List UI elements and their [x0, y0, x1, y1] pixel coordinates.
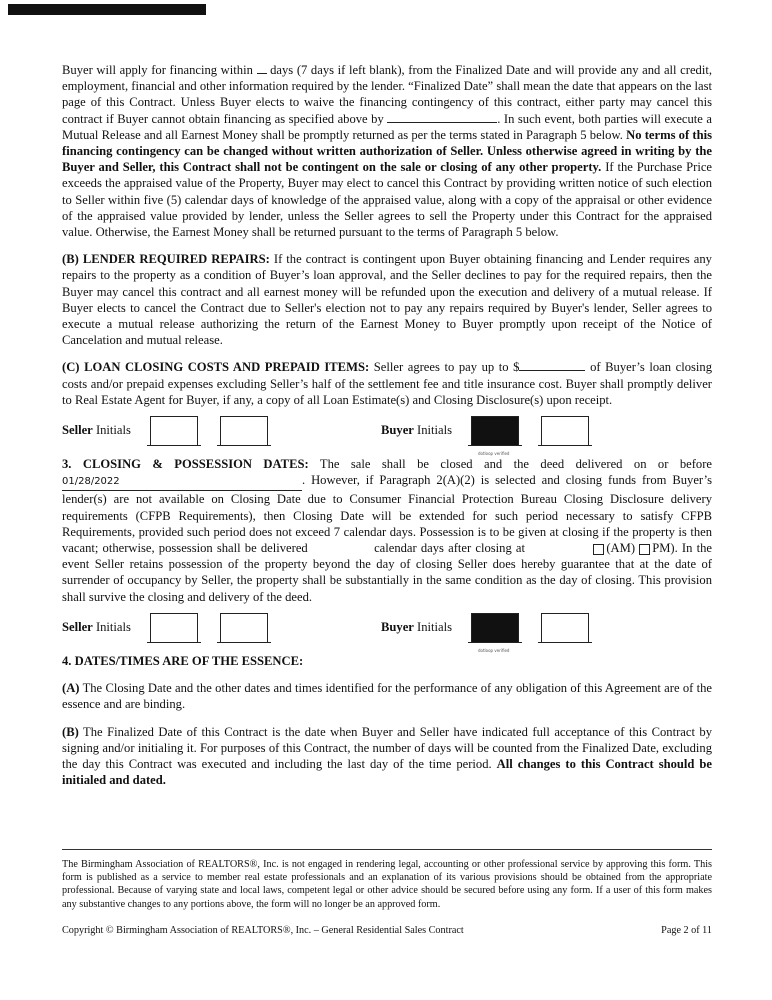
- financing-bold-text: No terms of this financing contingency can be changed without written authorization of Seller. Unless otherwise agreed in writing by the Buyer and Seller, this Contract shall not be contingent on the sale or closing of any other property.: [62, 127, 712, 175]
- seller-initials-box-2[interactable]: [220, 416, 268, 446]
- footer-disclaimer: The Birmingham Association of REALTORS®, Inc. is not engaged in rendering legal, accounting or other professional service by approving this form. This form is published as a service to member real estate professionals and an explanation of its various provisions should be obtained from the appropriate professional. Because of varying state and local laws, competent legal or other advice should be secured before using any form. If a user of this form makes any substantive changes to any portions above, the form will no longer be an approved form.: [62, 859, 712, 910]
- seller-initials-box-1[interactable]: [150, 613, 198, 643]
- buyer-initials-label: Buyer Initials: [381, 619, 453, 634]
- loan-costs-amount-field[interactable]: [519, 370, 585, 371]
- initials-row-2: [62, 613, 712, 653]
- copyright-text: Copyright © Birmingham Association of REALTORS®, Inc. – General Residential Sales Contract: [62, 925, 464, 936]
- closing-paragraph: [62, 456, 712, 605]
- financing-text: If the Purchase Price exceeds the appraised value of the Property, Buyer may elect to cancel this Contract by providing written notice of such election to Seller within five (5) calendar days of knowledge of the appraised value, along with a copy of the appraisal or other evidence of the appraised value provided by lender, unless the Seller agrees to sell the Property under this Contract for the appraised value. Otherwise, the Earnest Money shall be returned pursuant to the terms of Paragraph 5 below.: [62, 160, 712, 240]
- initials-row-1: [62, 416, 712, 457]
- dates-essence-b-label: (B): [62, 724, 79, 739]
- closing-heading: 3. CLOSING & POSSESSION DATES:: [62, 457, 309, 472]
- footer-divider: [62, 849, 712, 850]
- seller-initials-label: Seller Initials: [62, 619, 131, 634]
- closing-text: calendar days after closing at: [374, 541, 525, 556]
- dates-essence-a: [62, 680, 712, 712]
- financing-deadline-field[interactable]: [387, 122, 497, 123]
- loan-costs-text: Seller agrees to pay up to $: [373, 360, 520, 375]
- closing-text: . However, if Paragraph 2(A)(2) is selected and closing funds from Buyer’s lender(s) are not available on Closing Date due to Consumer Financial Protection Bureau Closing Disclosure delivery requirements (CFPB Requirements), then Closing Date will be extended for such period necessary to satisfy CFPB Requirements, provided such period does not exceed 7 calendar days. Possession is to be given at closing if the property is then vacant; otherwise, possession shall be delivered: [62, 473, 712, 556]
- pm-checkbox[interactable]: [639, 544, 650, 555]
- dates-essence-a-label: (A): [62, 681, 80, 696]
- lender-repairs-body: If the contract is contingent upon Buyer obtaining financing and Lender requires any repairs to the property as a condition of Buyer’s loan approval, and the Seller declines to pay for the required repairs, then the Buyer may cancel this contract and all earnest money will be refunded upon the execution and delivery of a mutual release. If Buyer elects to cancel the Contract due to Seller's election not to pay any repairs required by Buyer's lender, Seller agrees to execute a mutual release authorizing the return of the Earnest Money to Buyer promptly upon receipt of the Notice of Cancelation and mutual release.: [62, 252, 712, 348]
- closing-text: The sale shall be closed and the deed delivered on or before: [319, 457, 712, 472]
- page-number: Page 2 of 11: [661, 925, 712, 936]
- dates-essence-a-body: The Closing Date and the other dates and times identified for the performance of any obligation of this Agreement are of the essence and are binding.: [62, 681, 713, 712]
- loan-costs-text: of Buyer’s loan closing costs and/or prepaid expenses excluding Seller’s half of the settlement fee and title insurance cost. Buyer shall promptly deliver to Real Estate Agent for Buyer, if any, a copy of all Loan Estimate(s) and Closing Disclosure(s) upon receipt.: [62, 360, 713, 407]
- dates-essence-heading: 4. DATES/TIMES ARE OF THE ESSENCE:: [62, 653, 304, 668]
- lender-repairs-heading: (B) LENDER REQUIRED REPAIRS:: [62, 252, 270, 267]
- dates-essence-b-bold: All changes to this Contract should be initialed and dated.: [62, 756, 712, 788]
- dates-essence-b-body: The Finalized Date of this Contract is the date when Buyer and Seller have indicated full acceptance of this Contract by signing and/or initialing it. For purposes of this Contract, the number of days will be counted from the Finalized Date, excluding the day this Contract was executed and including the last day of the time period.: [62, 724, 712, 771]
- buyer-initials-box-2[interactable]: [541, 416, 589, 446]
- seller-initials-box-1[interactable]: [150, 416, 198, 446]
- pm-label: PM).: [652, 541, 678, 556]
- financing-text: days (7 days if left blank), from the Finalized Date and will provide any and all credit, employment, financial and other information required by the lender. “Finalized Date” shall mean the date that appears on the last page of this Contract. Unless Buyer elects to waive the financing contingency of this contract, either party may cancel this contract if Buyer cannot obtain financing as specified above by: [62, 63, 712, 126]
- am-label: (AM): [606, 541, 636, 556]
- closing-text: In the event Seller retains possession of the property beyond the day of closing Seller does hereby guarantee that at the date of surrender of occupancy by Seller, the property shall be substantially in the same condition as the day of closing. This provision shall survive the closing and delivery of the deed.: [62, 541, 712, 604]
- buyer-initials-box-1[interactable]: [471, 416, 519, 446]
- footer-copyright-row: [62, 925, 712, 936]
- financing-text: . In such event, both parties will execute a Mutual Release and all Earnest Money shall be promptly returned as per the terms stated in Paragraph 5 below.: [62, 111, 712, 142]
- lender-repairs-paragraph: [62, 251, 712, 348]
- buyer-initials-box-2[interactable]: [541, 613, 589, 643]
- loan-costs-paragraph: [62, 359, 712, 408]
- dotloop-stamp: dotloop verified: [478, 451, 510, 457]
- seller-initials-label: Seller Initials: [62, 423, 131, 438]
- am-checkbox[interactable]: [593, 544, 604, 555]
- loan-costs-heading: (C) LOAN CLOSING COSTS AND PREPAID ITEMS:: [62, 360, 370, 375]
- buyer-initials-box-1[interactable]: [471, 613, 519, 643]
- financing-text: Buyer will apply for financing within: [62, 63, 253, 77]
- dotloop-stamp: dotloop verified: [478, 647, 510, 653]
- closing-date-field[interactable]: 01/28/2022: [62, 474, 302, 491]
- financing-paragraph: [62, 62, 712, 240]
- buyer-initials-label: Buyer Initials: [381, 423, 453, 438]
- contract-body: [62, 62, 712, 788]
- seller-initials-box-2[interactable]: [220, 613, 268, 643]
- redaction-bar: [8, 4, 206, 15]
- financing-days-field[interactable]: [257, 73, 267, 74]
- dates-essence-b: [62, 724, 712, 789]
